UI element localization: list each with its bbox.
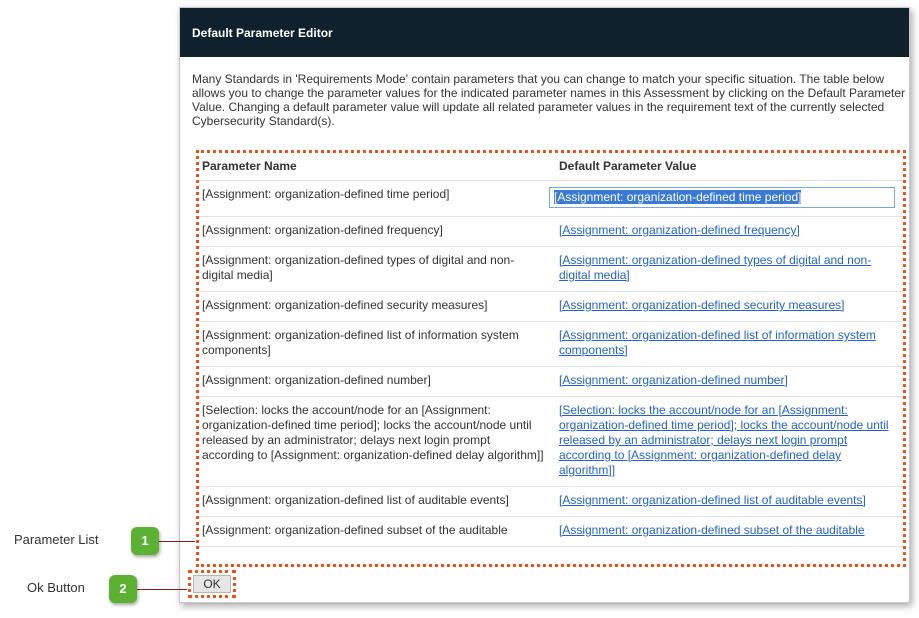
table-row [199,517,903,547]
table-row [199,292,903,322]
table-row [199,181,903,217]
column-header-parameter-name: Parameter Name [202,159,297,173]
callout-label-parameter-list: Parameter List [14,532,99,547]
parameter-name: [Assignment: organization-defined list of auditable events] [202,493,509,507]
intro-text: Many Standards in 'Requirements Mode' contain parameters that you can change to match your specific situation. The table below allows you to change the parameter values for the indicated parameter names in this Assessment by clicking on the Default Parameter Value. Changing a default parameter value will update all related parameter values in the requirement text of the currently selected Cybersecurity Standard(s). [192,72,906,128]
parameter-name: [Assignment: organization-defined types of digital and non-digital media] [202,253,515,282]
table-row [199,367,903,397]
table-row [199,487,903,517]
column-header-default-value: Default Parameter Value [559,159,697,173]
parameter-value-link[interactable]: [Selection: locks the account/node for an [Assignment: organization-defined time period]; locks the account/node until released by an administrator; delays next login prompt according to [Assignment: organization-defined delay algorithm]] [559,403,889,477]
callout-badge-1: 1 [131,527,159,555]
ok-button-highlight [188,570,236,598]
callout-connector [159,541,195,542]
parameter-name: [Assignment: organization-defined security measures] [202,298,488,312]
parameter-name: [Assignment: organization-defined frequency] [202,223,443,237]
parameter-value-input[interactable] [549,187,895,208]
default-parameter-editor-dialog [179,7,910,603]
parameter-value-link[interactable]: [Assignment: organization-defined list of information system components] [559,328,876,357]
table-row [199,322,903,367]
callout-connector [137,589,187,590]
parameter-name: [Assignment: organization-defined time period] [202,187,450,201]
parameter-name: [Assignment: organization-defined subset of the auditable [202,523,508,537]
parameter-name: [Assignment: organization-defined list of information system components] [202,328,519,357]
parameter-value-link[interactable]: [Assignment: organization-defined types of digital and non-digital media] [559,253,872,282]
callout-label-ok-button: Ok Button [27,580,85,595]
parameter-name: [Selection: locks the account/node for an [Assignment: organization-defined time period]; locks the account/node until released by an administrator; delays next login prompt according to [Assignment: organization-defined delay algorithm]] [202,403,544,462]
table-row [199,247,903,292]
parameter-list[interactable] [196,150,906,567]
callout-badge-2: 2 [109,575,137,603]
table-header [199,153,903,181]
parameter-name: [Assignment: organization-defined number] [202,373,431,387]
parameter-value-link[interactable]: [Assignment: organization-defined frequency] [559,223,800,237]
table-row [199,397,903,487]
table-row [199,217,903,247]
parameter-value-link[interactable]: [Assignment: organization-defined subset of the auditable [559,523,865,537]
selected-text: [Assignment: organization-defined time period] [554,190,802,204]
parameter-value-link[interactable]: [Assignment: organization-defined security measures] [559,298,845,312]
parameter-value-link[interactable]: [Assignment: organization-defined list of auditable events] [559,493,866,507]
ok-button[interactable]: OK [193,575,231,593]
dialog-title: Default Parameter Editor [180,8,909,57]
parameter-value-link[interactable]: [Assignment: organization-defined number] [559,373,788,387]
